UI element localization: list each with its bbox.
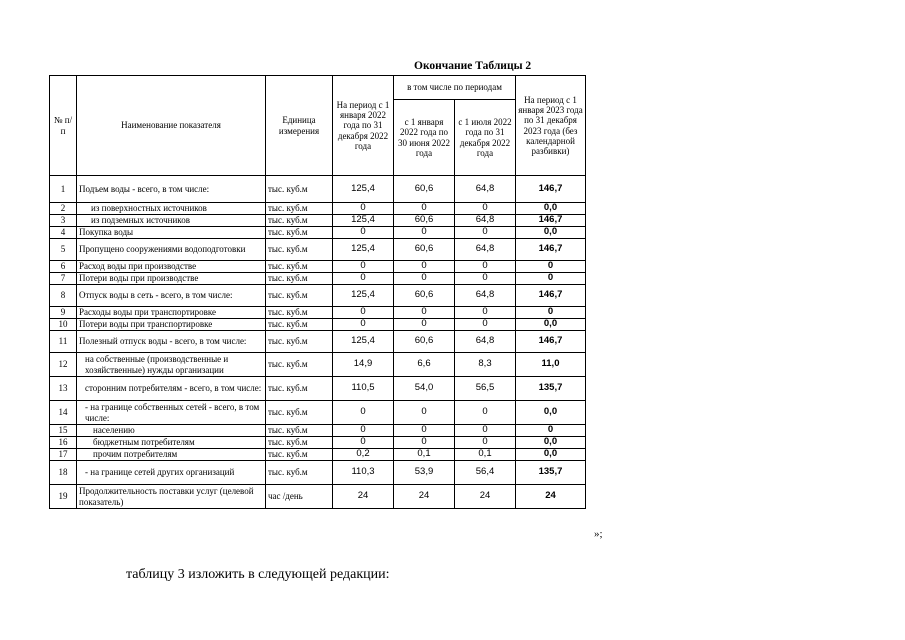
row-number: 3 [50, 215, 77, 227]
indicator-name: сторонним потребителям - всего, в том числе: [77, 377, 266, 401]
value-cell: 0 [394, 425, 455, 437]
unit-cell: тыс. куб.м [266, 176, 333, 203]
value-cell: 0,0 [516, 401, 586, 425]
value-cell: 0,0 [516, 437, 586, 449]
indicator-name: на собственные (производственные и хозяйственные) нужды организации [77, 353, 266, 377]
row-number: 16 [50, 437, 77, 449]
table-row [50, 449, 586, 461]
value-cell: 0 [394, 261, 455, 273]
unit-cell: тыс. куб.м [266, 215, 333, 227]
value-cell: 146,7 [516, 215, 586, 227]
table-row [50, 377, 586, 401]
table-row [50, 215, 586, 227]
indicator-name: из поверхностных источников [77, 203, 266, 215]
indicator-name: из подземных источников [77, 215, 266, 227]
value-cell: 125,4 [333, 331, 394, 353]
value-cell: 0 [394, 437, 455, 449]
value-cell: 125,4 [333, 239, 394, 261]
value-cell: 0 [455, 307, 516, 319]
header-period-2023: На период с 1 января 2023 года по 31 декабря 2023 года (без календарной разбивки) [516, 76, 586, 176]
indicator-name: Полезный отпуск воды - всего, в том числе: [77, 331, 266, 353]
value-cell: 0 [333, 319, 394, 331]
table-row [50, 319, 586, 331]
value-cell: 0 [333, 227, 394, 239]
value-cell: 64,8 [455, 239, 516, 261]
header-period-2022: На период с 1 января 2022 года по 31 декабря 2022 года [333, 76, 394, 176]
value-cell: 0 [333, 273, 394, 285]
table-row [50, 239, 586, 261]
value-cell: 0 [455, 203, 516, 215]
table-caption: Окончание Таблицы 2 [414, 60, 532, 72]
value-cell: 0 [455, 425, 516, 437]
unit-cell: тыс. куб.м [266, 353, 333, 377]
unit-cell: тыс. куб.м [266, 449, 333, 461]
value-cell: 0 [333, 425, 394, 437]
value-cell: 0 [394, 227, 455, 239]
indicator-name: Потери воды при транспортировке [77, 319, 266, 331]
indicator-name: Покупка воды [77, 227, 266, 239]
unit-cell: тыс. куб.м [266, 461, 333, 485]
value-cell: 146,7 [516, 176, 586, 203]
indicator-name: Продолжительность поставки услуг (целевой показатель) [77, 485, 266, 509]
header-unit: Единица измерения [266, 76, 333, 176]
indicator-name: Потери воды при производстве [77, 273, 266, 285]
row-number: 17 [50, 449, 77, 461]
value-cell: 0 [394, 307, 455, 319]
indicator-name: - на границе сетей других организаций [77, 461, 266, 485]
unit-cell: тыс. куб.м [266, 401, 333, 425]
header-name: Наименование показателя [77, 76, 266, 176]
value-cell: 0 [455, 319, 516, 331]
value-cell: 125,4 [333, 176, 394, 203]
value-cell: 146,7 [516, 239, 586, 261]
unit-cell: тыс. куб.м [266, 239, 333, 261]
value-cell: 146,7 [516, 285, 586, 307]
table-row [50, 203, 586, 215]
value-cell: 135,7 [516, 377, 586, 401]
value-cell: 60,6 [394, 176, 455, 203]
value-cell: 110,3 [333, 461, 394, 485]
indicator-name: Подъем воды - всего, в том числе: [77, 176, 266, 203]
unit-cell: тыс. куб.м [266, 273, 333, 285]
table-row [50, 307, 586, 319]
value-cell: 0,2 [333, 449, 394, 461]
value-cell: 0 [394, 203, 455, 215]
value-cell: 56,5 [455, 377, 516, 401]
indicator-name: Пропущено сооружениями водоподготовки [77, 239, 266, 261]
header-sub-h2: с 1 июля 2022 года по 31 декабря 2022 года [455, 100, 516, 176]
row-number: 18 [50, 461, 77, 485]
value-cell: 0 [333, 203, 394, 215]
closing-quote: »; [594, 528, 603, 540]
table-row [50, 285, 586, 307]
row-number: 4 [50, 227, 77, 239]
value-cell: 24 [394, 485, 455, 509]
value-cell: 0 [455, 273, 516, 285]
value-cell: 0 [516, 273, 586, 285]
row-number: 14 [50, 401, 77, 425]
header-sub-group: в том числе по периодам [394, 76, 516, 100]
indicator-name: бюджетным потребителям [77, 437, 266, 449]
row-number: 13 [50, 377, 77, 401]
indicator-name: Расход воды при производстве [77, 261, 266, 273]
value-cell: 0 [455, 261, 516, 273]
row-number: 10 [50, 319, 77, 331]
unit-cell: тыс. куб.м [266, 425, 333, 437]
unit-cell: тыс. куб.м [266, 331, 333, 353]
row-number: 9 [50, 307, 77, 319]
unit-cell: час /день [266, 485, 333, 509]
table-row [50, 227, 586, 239]
table-row [50, 485, 586, 509]
value-cell: 54,0 [394, 377, 455, 401]
value-cell: 64,8 [455, 215, 516, 227]
value-cell: 0 [333, 307, 394, 319]
value-cell: 0 [394, 273, 455, 285]
table-row [50, 437, 586, 449]
value-cell: 0,0 [516, 203, 586, 215]
table-row [50, 461, 586, 485]
value-cell: 125,4 [333, 285, 394, 307]
table-row [50, 176, 586, 203]
header-num: № п/п [50, 76, 77, 176]
value-cell: 110,5 [333, 377, 394, 401]
unit-cell: тыс. куб.м [266, 437, 333, 449]
value-cell: 0 [333, 437, 394, 449]
value-cell: 0,1 [394, 449, 455, 461]
value-cell: 0 [516, 425, 586, 437]
value-cell: 64,8 [455, 285, 516, 307]
indicator-name: - на границе собственных сетей - всего, в том числе: [77, 401, 266, 425]
value-cell: 0 [516, 307, 586, 319]
row-number: 11 [50, 331, 77, 353]
row-number: 12 [50, 353, 77, 377]
value-cell: 60,6 [394, 331, 455, 353]
value-cell: 24 [516, 485, 586, 509]
value-cell: 24 [455, 485, 516, 509]
value-cell: 0 [516, 261, 586, 273]
value-cell: 56,4 [455, 461, 516, 485]
value-cell: 0 [455, 401, 516, 425]
value-cell: 125,4 [333, 215, 394, 227]
value-cell: 0,0 [516, 319, 586, 331]
table-row [50, 353, 586, 377]
value-cell: 24 [333, 485, 394, 509]
value-cell: 0 [333, 401, 394, 425]
row-number: 5 [50, 239, 77, 261]
value-cell: 64,8 [455, 176, 516, 203]
unit-cell: тыс. куб.м [266, 261, 333, 273]
value-cell: 0,0 [516, 449, 586, 461]
value-cell: 0 [394, 401, 455, 425]
unit-cell: тыс. куб.м [266, 227, 333, 239]
value-cell: 60,6 [394, 285, 455, 307]
header-sub-h1: с 1 января 2022 года по 30 июня 2022 года [394, 100, 455, 176]
value-cell: 14,9 [333, 353, 394, 377]
row-number: 19 [50, 485, 77, 509]
indicator-name: прочим потребителям [77, 449, 266, 461]
unit-cell: тыс. куб.м [266, 377, 333, 401]
unit-cell: тыс. куб.м [266, 285, 333, 307]
row-number: 1 [50, 176, 77, 203]
row-number: 6 [50, 261, 77, 273]
indicator-name: Расходы воды при транспортировке [77, 307, 266, 319]
row-number: 7 [50, 273, 77, 285]
indicator-name: населению [77, 425, 266, 437]
value-cell: 6,6 [394, 353, 455, 377]
water-balance-table [49, 75, 586, 509]
value-cell: 0,0 [516, 227, 586, 239]
value-cell: 60,6 [394, 215, 455, 227]
value-cell: 11,0 [516, 353, 586, 377]
value-cell: 8,3 [455, 353, 516, 377]
indicator-name: Отпуск воды в сеть - всего, в том числе: [77, 285, 266, 307]
table-row [50, 401, 586, 425]
row-number: 2 [50, 203, 77, 215]
table-row [50, 261, 586, 273]
value-cell: 146,7 [516, 331, 586, 353]
value-cell: 64,8 [455, 331, 516, 353]
value-cell: 0 [333, 261, 394, 273]
row-number: 15 [50, 425, 77, 437]
value-cell: 0 [455, 437, 516, 449]
value-cell: 53,9 [394, 461, 455, 485]
unit-cell: тыс. куб.м [266, 319, 333, 331]
row-number: 8 [50, 285, 77, 307]
table-row [50, 331, 586, 353]
unit-cell: тыс. куб.м [266, 203, 333, 215]
value-cell: 0,1 [455, 449, 516, 461]
value-cell: 60,6 [394, 239, 455, 261]
value-cell: 0 [455, 227, 516, 239]
value-cell: 135,7 [516, 461, 586, 485]
value-cell: 0 [394, 319, 455, 331]
table-row [50, 273, 586, 285]
instruction-text: таблицу 3 изложить в следующей редакции: [126, 567, 390, 582]
unit-cell: тыс. куб.м [266, 307, 333, 319]
table-row [50, 425, 586, 437]
